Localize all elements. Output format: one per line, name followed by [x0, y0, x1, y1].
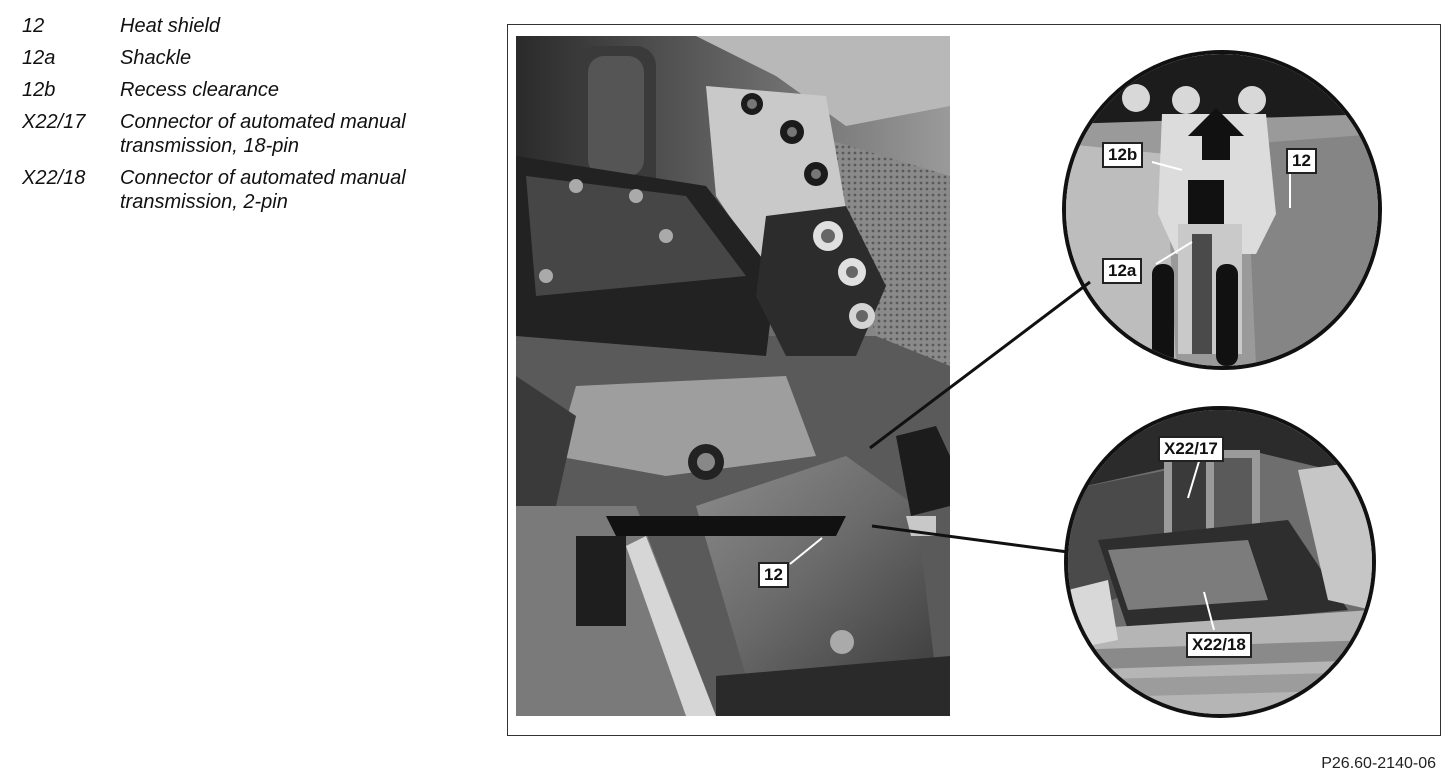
label-12b: 12b [1102, 142, 1143, 168]
label-x2217: X22/17 [1158, 436, 1224, 462]
legend-desc: Recess clearance [120, 79, 279, 101]
legend-code: X22/17 [22, 111, 86, 133]
label-12a: 12a [1102, 258, 1142, 284]
legend-row [22, 46, 462, 70]
callout-top-detail [1062, 50, 1382, 370]
label-x2218: X22/18 [1186, 632, 1252, 658]
legend-row [22, 14, 462, 38]
legend-row [22, 166, 462, 214]
legend [22, 14, 462, 222]
legend-desc: Shackle [120, 47, 192, 69]
legend-code: 12a [22, 47, 56, 69]
label-12-top: 12 [1286, 148, 1317, 174]
legend-code: X22/18 [22, 167, 86, 189]
label-12-main: 12 [758, 562, 789, 588]
callout-top-drawing [1066, 54, 1378, 366]
legend-desc: Connector of automated manual transmission, 18-pin [120, 111, 406, 157]
legend-code: 12 [22, 15, 45, 37]
legend-code: 12b [22, 79, 56, 101]
legend-row [22, 78, 462, 102]
main-photo [516, 36, 950, 716]
main-photo-drawing [516, 36, 950, 716]
legend-desc: Connector of automated manual transmission, 2-pin [120, 167, 406, 213]
legend-row [22, 110, 462, 158]
legend-desc: Heat shield [120, 15, 221, 37]
figure-code: P26.60-2140-06 [1321, 755, 1436, 772]
